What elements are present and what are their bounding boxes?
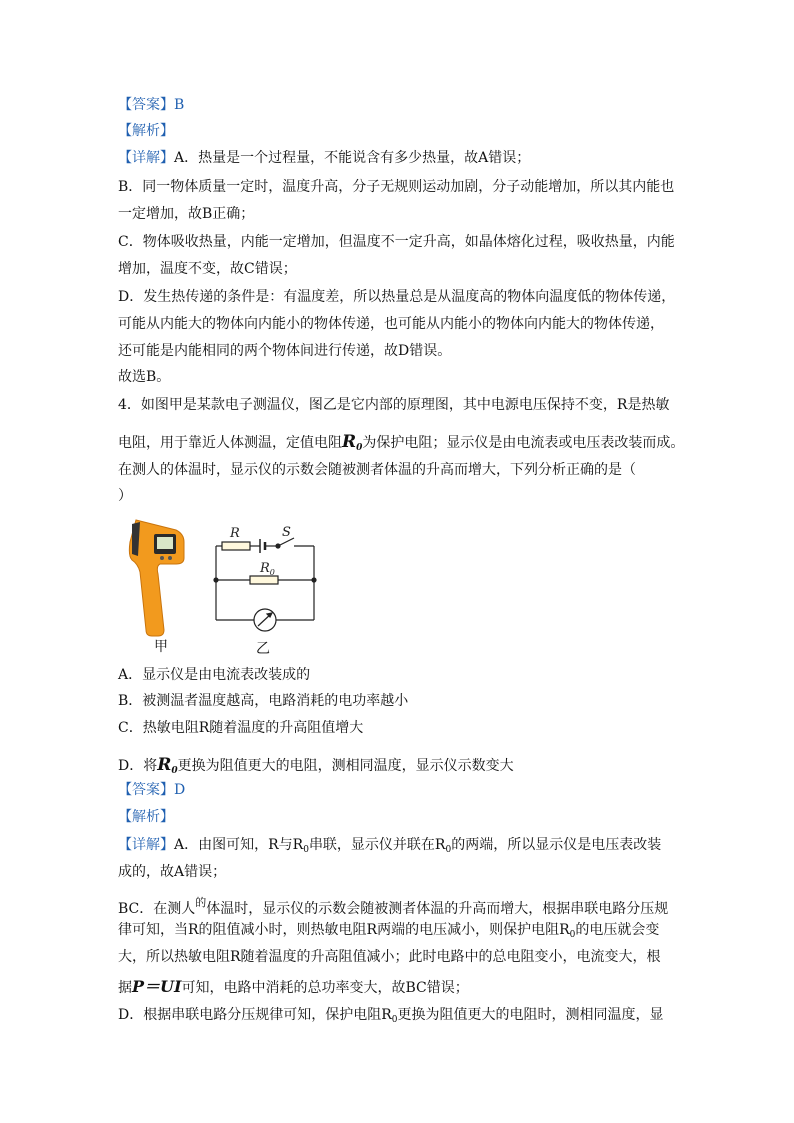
detail-2-line-bc2 (118, 920, 659, 945)
detail-2-a1-sub-1: 0 (303, 845, 309, 855)
question-4-line-2 (118, 432, 684, 458)
detail-2-d-post: 更换为阻值更大的电阻时，测相同温度，显 (397, 1007, 664, 1023)
detail-2-a1-post: 的两端，所以显示仪是电压表改装 (451, 837, 662, 853)
option-d-r0-symbol (157, 755, 177, 775)
detail-2-a1-sub-2: 0 (445, 845, 452, 855)
detail-2-line-a1 (118, 835, 661, 860)
figure-svg (118, 512, 338, 662)
answer-heading-2: 【答案】D (118, 782, 186, 798)
option-d-r0-sub: 0 (171, 766, 178, 776)
conclusion-1: 故选B。 (118, 369, 171, 385)
circuit-label-r0-main: R (260, 561, 270, 576)
option-a: A．显示仪是由电流表改装成的 (118, 667, 311, 683)
detail-2-line-bc1 (118, 893, 668, 919)
detail-2-bc2-post: 的电压就会变 (575, 922, 660, 938)
question-4-line-3: 在测人的体温时，显示仪的示数会随被测者体温的升高而增大，下列分析正确的是（ (118, 462, 636, 478)
detail-2-bc1-pre: BC．在测人 (118, 901, 196, 917)
detail-2-bc2-sub: 0 (569, 930, 576, 940)
detail-tag-2: 【详解】 (118, 837, 174, 853)
option-c: C．热敏电阻R随着温度的升高阻值增大 (118, 720, 364, 736)
circuit-label-r: R (230, 526, 240, 541)
detail-b-line-1: B．同一物体质量一定时，温度升高，分子无规则运动加剧，分子动能增加，所以其内能也 (118, 179, 675, 195)
question-4-line-2-post: 为保护电阻；显示仪是由电流表或电压表改装而成。 (362, 435, 685, 451)
detail-tag-1: 【详解】 (118, 150, 174, 166)
detail-d-line-1: D．发生热传递的条件是：有温度差，所以热量总是从温度高的物体向温度低的物体传递， (118, 289, 676, 305)
detail-2-line-bc3: 大，所以热敏电阻R随着温度的升高阻值减小；此时电路中的总电阻变小，电流变大，根 (118, 949, 661, 965)
detail-d-line-3: 还可能是内能相同的两个物体间进行传递，故D错误。 (118, 343, 452, 359)
r0-sub: 0 (356, 443, 363, 453)
detail-2-line-bc4 (118, 977, 469, 998)
detail-a-text: A．热量是一个过程量，不能说含有多少热量，故A错误； (174, 150, 531, 166)
question-4-line-1: 4．如图甲是某款电子测温仪，图乙是它内部的原理图，其中电源电压保持不变，R是热敏 (118, 397, 670, 413)
detail-2-line-d (118, 1005, 664, 1030)
detail-2-d-sub: 0 (391, 1015, 398, 1025)
figure-caption-yi: 乙 (256, 641, 270, 657)
circuit-label-r0-sub: 0 (269, 568, 275, 577)
detail-2-line-a2: 成的，故A错误； (118, 864, 227, 880)
circuit-label-s: S (282, 525, 291, 540)
thermometer-gun-image (129, 520, 184, 636)
circuit-label-r0 (259, 561, 275, 577)
analysis-heading-1: 【解析】 (118, 123, 174, 139)
detail-d-line-2: 可能从内能大的物体向内能小的物体传递，也可能从内能小的物体向内能大的物体传递， (118, 316, 664, 332)
question-4-line-2-pre: 电阻，用于靠近人体测温，定值电阻 (118, 435, 342, 451)
figure-caption-jia: 甲 (154, 639, 168, 655)
detail-2-bc1-de: 的 (195, 896, 207, 909)
detail-2-d-pre: D．根据串联电路分压规律可知，保护电阻R (118, 1007, 392, 1023)
question-4-line-4: ） (118, 488, 132, 504)
detail-2-a1-mid: 串联，显示仪并联在R (308, 837, 446, 853)
r0-main: R (342, 432, 357, 452)
analysis-heading-2: 【解析】 (118, 809, 174, 825)
option-d-post: 更换为阻值更大的电阻，测相同温度，显示仪示数变大 (177, 758, 514, 774)
option-d (118, 755, 514, 781)
option-d-pre: D．将 (118, 758, 158, 774)
detail-2-bc2-pre: 律可知，当R的阻值减小时，则热敏电阻R两端的电压减小，则保护电阻R (118, 922, 570, 938)
figure-thermometer-and-circuit (118, 512, 338, 662)
detail-2-bc4-post: 可知，电路中消耗的总功率变大，故BC错误； (181, 980, 469, 996)
detail-2-bc1-post: 体温时，显示仪的示数会随被测者体温的升高而增大，根据串联电路分压规 (206, 901, 669, 917)
circuit-diagram (214, 538, 316, 631)
detail-2-bc4-pre: 据 (118, 980, 132, 996)
option-b: B．被测温者温度越高，电路消耗的电功率越小 (118, 693, 409, 709)
detail-b-line-2: 一定增加，故B正确； (118, 206, 255, 222)
option-d-r0-main: R (157, 755, 172, 775)
r0-symbol (342, 432, 362, 452)
answer-heading-1: 【答案】B (118, 97, 185, 113)
detail-c-line-1: C．物体吸收热量，内能一定增加，但温度不一定升高，如晶体熔化过程，吸收热量，内能 (118, 234, 675, 250)
detail-2-a1-pre: A．由图可知，R与R (174, 837, 304, 853)
power-formula: P＝UI (132, 977, 182, 996)
detail-c-line-2: 增加，温度不变，故C错误； (118, 261, 297, 277)
detail-line-a (118, 148, 530, 168)
